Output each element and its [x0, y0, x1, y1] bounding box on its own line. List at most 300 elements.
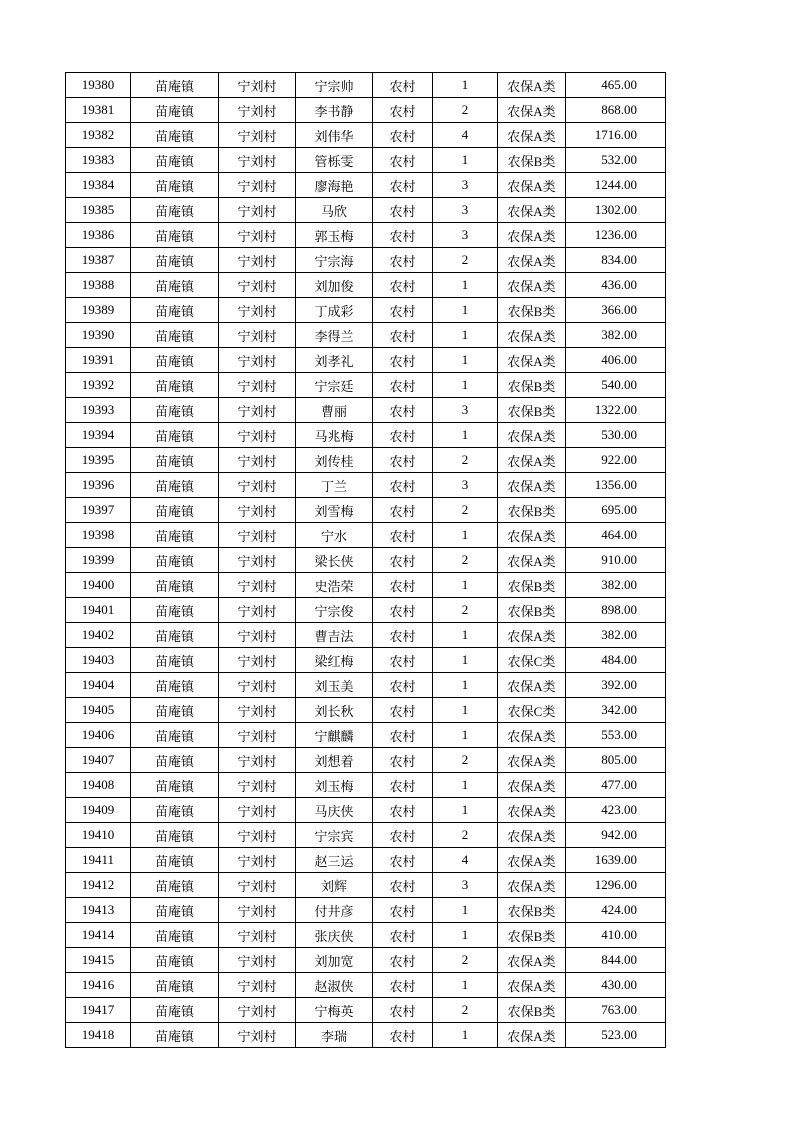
cell-village: 宁刘村 — [219, 373, 296, 398]
cell-id: 19387 — [66, 248, 131, 273]
cell-amount: 540.00 — [566, 373, 666, 398]
cell-town: 苗庵镇 — [131, 198, 219, 223]
cell-category: 农保A类 — [498, 798, 566, 823]
cell-village: 宁刘村 — [219, 948, 296, 973]
cell-town: 苗庵镇 — [131, 148, 219, 173]
cell-residence: 农村 — [373, 423, 433, 448]
table-row — [66, 523, 666, 548]
cell-town: 苗庵镇 — [131, 823, 219, 848]
cell-name: 宁宗俊 — [296, 598, 373, 623]
table-row — [66, 398, 666, 423]
table-row — [66, 248, 666, 273]
cell-village: 宁刘村 — [219, 998, 296, 1023]
cell-category: 农保A类 — [498, 523, 566, 548]
cell-id: 19381 — [66, 98, 131, 123]
cell-village: 宁刘村 — [219, 673, 296, 698]
cell-id: 19386 — [66, 223, 131, 248]
cell-count: 2 — [433, 248, 498, 273]
table-row — [66, 198, 666, 223]
cell-town: 苗庵镇 — [131, 723, 219, 748]
cell-name: 廖海艳 — [296, 173, 373, 198]
cell-residence: 农村 — [373, 548, 433, 573]
cell-id: 19403 — [66, 648, 131, 673]
cell-category: 农保A类 — [498, 448, 566, 473]
cell-residence: 农村 — [373, 598, 433, 623]
cell-category: 农保A类 — [498, 223, 566, 248]
table-row — [66, 773, 666, 798]
cell-id: 19385 — [66, 198, 131, 223]
cell-amount: 1356.00 — [566, 473, 666, 498]
cell-count: 2 — [433, 748, 498, 773]
cell-name: 刘辉 — [296, 873, 373, 898]
cell-id: 19397 — [66, 498, 131, 523]
cell-amount: 484.00 — [566, 648, 666, 673]
cell-amount: 922.00 — [566, 448, 666, 473]
cell-residence: 农村 — [373, 948, 433, 973]
cell-village: 宁刘村 — [219, 698, 296, 723]
cell-id: 19400 — [66, 573, 131, 598]
cell-name: 宁梅英 — [296, 998, 373, 1023]
cell-amount: 898.00 — [566, 598, 666, 623]
table-row — [66, 923, 666, 948]
table-row — [66, 448, 666, 473]
table-row — [66, 423, 666, 448]
cell-count: 3 — [433, 873, 498, 898]
cell-id: 19408 — [66, 773, 131, 798]
cell-residence: 农村 — [373, 398, 433, 423]
cell-category: 农保B类 — [498, 298, 566, 323]
cell-count: 4 — [433, 848, 498, 873]
cell-residence: 农村 — [373, 173, 433, 198]
cell-town: 苗庵镇 — [131, 423, 219, 448]
cell-amount: 1244.00 — [566, 173, 666, 198]
cell-id: 19415 — [66, 948, 131, 973]
cell-id: 19391 — [66, 348, 131, 373]
cell-category: 农保B类 — [498, 598, 566, 623]
cell-name: 刘想着 — [296, 748, 373, 773]
cell-village: 宁刘村 — [219, 498, 296, 523]
cell-village: 宁刘村 — [219, 573, 296, 598]
cell-residence: 农村 — [373, 373, 433, 398]
cell-category: 农保B类 — [498, 498, 566, 523]
cell-amount: 424.00 — [566, 898, 666, 923]
cell-town: 苗庵镇 — [131, 548, 219, 573]
cell-amount: 844.00 — [566, 948, 666, 973]
cell-category: 农保A类 — [498, 823, 566, 848]
cell-category: 农保A类 — [498, 873, 566, 898]
cell-name: 刘玉梅 — [296, 773, 373, 798]
cell-category: 农保B类 — [498, 148, 566, 173]
cell-count: 1 — [433, 673, 498, 698]
table-row — [66, 748, 666, 773]
cell-id: 19382 — [66, 123, 131, 148]
cell-name: 刘传桂 — [296, 448, 373, 473]
cell-category: 农保A类 — [498, 748, 566, 773]
cell-category: 农保A类 — [498, 348, 566, 373]
cell-id: 19417 — [66, 998, 131, 1023]
cell-count: 2 — [433, 498, 498, 523]
table-row — [66, 873, 666, 898]
cell-village: 宁刘村 — [219, 848, 296, 873]
table-row — [66, 673, 666, 698]
cell-residence: 农村 — [373, 123, 433, 148]
cell-category: 农保A类 — [498, 773, 566, 798]
cell-name: 刘长秋 — [296, 698, 373, 723]
cell-town: 苗庵镇 — [131, 673, 219, 698]
cell-category: 农保A类 — [498, 723, 566, 748]
cell-amount: 410.00 — [566, 923, 666, 948]
cell-town: 苗庵镇 — [131, 523, 219, 548]
cell-town: 苗庵镇 — [131, 223, 219, 248]
cell-village: 宁刘村 — [219, 173, 296, 198]
cell-category: 农保A类 — [498, 98, 566, 123]
cell-residence: 农村 — [373, 623, 433, 648]
cell-id: 19394 — [66, 423, 131, 448]
cell-id: 19395 — [66, 448, 131, 473]
cell-town: 苗庵镇 — [131, 773, 219, 798]
table-row — [66, 348, 666, 373]
table-row — [66, 598, 666, 623]
cell-name: 张庆侠 — [296, 923, 373, 948]
cell-village: 宁刘村 — [219, 798, 296, 823]
cell-category: 农保A类 — [498, 948, 566, 973]
cell-id: 19411 — [66, 848, 131, 873]
cell-name: 刘伟华 — [296, 123, 373, 148]
cell-amount: 834.00 — [566, 248, 666, 273]
cell-name: 宁宗海 — [296, 248, 373, 273]
cell-id: 19396 — [66, 473, 131, 498]
cell-village: 宁刘村 — [219, 223, 296, 248]
cell-id: 19412 — [66, 873, 131, 898]
cell-name: 付井彦 — [296, 898, 373, 923]
cell-amount: 430.00 — [566, 973, 666, 998]
cell-residence: 农村 — [373, 98, 433, 123]
cell-category: 农保A类 — [498, 673, 566, 698]
cell-town: 苗庵镇 — [131, 323, 219, 348]
cell-town: 苗庵镇 — [131, 623, 219, 648]
cell-town: 苗庵镇 — [131, 173, 219, 198]
cell-category: 农保B类 — [498, 573, 566, 598]
cell-id: 19407 — [66, 748, 131, 773]
cell-town: 苗庵镇 — [131, 398, 219, 423]
cell-village: 宁刘村 — [219, 448, 296, 473]
cell-amount: 1322.00 — [566, 398, 666, 423]
cell-residence: 农村 — [373, 473, 433, 498]
cell-count: 1 — [433, 73, 498, 98]
cell-name: 刘加宽 — [296, 948, 373, 973]
cell-amount: 805.00 — [566, 748, 666, 773]
table-row — [66, 323, 666, 348]
table-row — [66, 548, 666, 573]
cell-village: 宁刘村 — [219, 773, 296, 798]
table-row — [66, 973, 666, 998]
cell-town: 苗庵镇 — [131, 373, 219, 398]
cell-town: 苗庵镇 — [131, 123, 219, 148]
cell-residence: 农村 — [373, 198, 433, 223]
cell-village: 宁刘村 — [219, 248, 296, 273]
cell-village: 宁刘村 — [219, 323, 296, 348]
cell-amount: 553.00 — [566, 723, 666, 748]
cell-residence: 农村 — [373, 848, 433, 873]
cell-count: 1 — [433, 273, 498, 298]
cell-name: 宁宗宾 — [296, 823, 373, 848]
cell-category: 农保A类 — [498, 623, 566, 648]
cell-residence: 农村 — [373, 448, 433, 473]
cell-residence: 农村 — [373, 673, 433, 698]
cell-village: 宁刘村 — [219, 348, 296, 373]
cell-id: 19414 — [66, 923, 131, 948]
cell-village: 宁刘村 — [219, 598, 296, 623]
cell-village: 宁刘村 — [219, 898, 296, 923]
cell-category: 农保A类 — [498, 73, 566, 98]
cell-category: 农保C类 — [498, 648, 566, 673]
cell-count: 1 — [433, 348, 498, 373]
cell-amount: 382.00 — [566, 323, 666, 348]
cell-category: 农保A类 — [498, 973, 566, 998]
cell-town: 苗庵镇 — [131, 298, 219, 323]
cell-category: 农保A类 — [498, 323, 566, 348]
cell-village: 宁刘村 — [219, 273, 296, 298]
cell-residence: 农村 — [373, 148, 433, 173]
cell-town: 苗庵镇 — [131, 798, 219, 823]
cell-town: 苗庵镇 — [131, 923, 219, 948]
cell-amount: 464.00 — [566, 523, 666, 548]
cell-name: 宁麒麟 — [296, 723, 373, 748]
cell-category: 农保A类 — [498, 848, 566, 873]
table-row — [66, 498, 666, 523]
cell-id: 19402 — [66, 623, 131, 648]
cell-count: 3 — [433, 173, 498, 198]
cell-residence: 农村 — [373, 898, 433, 923]
cell-id: 19390 — [66, 323, 131, 348]
cell-name: 曹吉法 — [296, 623, 373, 648]
table-row — [66, 723, 666, 748]
cell-residence: 农村 — [373, 998, 433, 1023]
cell-id: 19405 — [66, 698, 131, 723]
cell-town: 苗庵镇 — [131, 873, 219, 898]
cell-residence: 农村 — [373, 573, 433, 598]
cell-id: 19388 — [66, 273, 131, 298]
cell-count: 3 — [433, 473, 498, 498]
cell-town: 苗庵镇 — [131, 898, 219, 923]
table-row — [66, 648, 666, 673]
cell-category: 农保A类 — [498, 1023, 566, 1048]
cell-village: 宁刘村 — [219, 198, 296, 223]
cell-town: 苗庵镇 — [131, 973, 219, 998]
cell-village: 宁刘村 — [219, 298, 296, 323]
cell-name: 李得兰 — [296, 323, 373, 348]
table-row — [66, 73, 666, 98]
table-row — [66, 1023, 666, 1048]
cell-amount: 530.00 — [566, 423, 666, 448]
table-row — [66, 173, 666, 198]
cell-count: 2 — [433, 98, 498, 123]
cell-town: 苗庵镇 — [131, 248, 219, 273]
cell-count: 2 — [433, 548, 498, 573]
table-row — [66, 273, 666, 298]
cell-count: 1 — [433, 623, 498, 648]
cell-town: 苗庵镇 — [131, 573, 219, 598]
cell-name: 赵三运 — [296, 848, 373, 873]
cell-amount: 1236.00 — [566, 223, 666, 248]
cell-village: 宁刘村 — [219, 423, 296, 448]
cell-residence: 农村 — [373, 348, 433, 373]
cell-amount: 1639.00 — [566, 848, 666, 873]
cell-town: 苗庵镇 — [131, 273, 219, 298]
cell-name: 郭玉梅 — [296, 223, 373, 248]
table-row — [66, 98, 666, 123]
cell-town: 苗庵镇 — [131, 448, 219, 473]
cell-name: 丁兰 — [296, 473, 373, 498]
cell-residence: 农村 — [373, 923, 433, 948]
cell-village: 宁刘村 — [219, 398, 296, 423]
cell-residence: 农村 — [373, 798, 433, 823]
cell-count: 1 — [433, 373, 498, 398]
cell-amount: 436.00 — [566, 273, 666, 298]
cell-count: 1 — [433, 723, 498, 748]
cell-amount: 868.00 — [566, 98, 666, 123]
cell-name: 马庆侠 — [296, 798, 373, 823]
cell-count: 1 — [433, 973, 498, 998]
cell-residence: 农村 — [373, 873, 433, 898]
cell-id: 19404 — [66, 673, 131, 698]
cell-count: 2 — [433, 948, 498, 973]
cell-name: 宁水 — [296, 523, 373, 548]
cell-count: 1 — [433, 298, 498, 323]
cell-town: 苗庵镇 — [131, 348, 219, 373]
table-row — [66, 298, 666, 323]
cell-village: 宁刘村 — [219, 923, 296, 948]
cell-id: 19410 — [66, 823, 131, 848]
cell-residence: 农村 — [373, 723, 433, 748]
cell-count: 3 — [433, 398, 498, 423]
cell-name: 管栎雯 — [296, 148, 373, 173]
cell-category: 农保A类 — [498, 248, 566, 273]
cell-name: 李瑞 — [296, 1023, 373, 1048]
cell-town: 苗庵镇 — [131, 98, 219, 123]
table-row — [66, 848, 666, 873]
table-row — [66, 223, 666, 248]
cell-amount: 1716.00 — [566, 123, 666, 148]
cell-amount: 342.00 — [566, 698, 666, 723]
cell-name: 梁红梅 — [296, 648, 373, 673]
cell-count: 1 — [433, 698, 498, 723]
cell-village: 宁刘村 — [219, 73, 296, 98]
table-row — [66, 623, 666, 648]
cell-id: 19393 — [66, 398, 131, 423]
cell-residence: 农村 — [373, 973, 433, 998]
cell-town: 苗庵镇 — [131, 948, 219, 973]
cell-count: 2 — [433, 448, 498, 473]
cell-town: 苗庵镇 — [131, 498, 219, 523]
cell-id: 19383 — [66, 148, 131, 173]
table-row — [66, 798, 666, 823]
table-row — [66, 473, 666, 498]
cell-count: 1 — [433, 923, 498, 948]
cell-amount: 695.00 — [566, 498, 666, 523]
cell-amount: 423.00 — [566, 798, 666, 823]
cell-id: 19389 — [66, 298, 131, 323]
benefits-table — [65, 72, 666, 1048]
cell-residence: 农村 — [373, 773, 433, 798]
table-row — [66, 573, 666, 598]
table-row — [66, 998, 666, 1023]
cell-count: 1 — [433, 898, 498, 923]
cell-residence: 农村 — [373, 248, 433, 273]
table-row — [66, 823, 666, 848]
cell-count: 1 — [433, 423, 498, 448]
cell-amount: 763.00 — [566, 998, 666, 1023]
cell-id: 19416 — [66, 973, 131, 998]
cell-name: 丁成彩 — [296, 298, 373, 323]
cell-id: 19399 — [66, 548, 131, 573]
cell-amount: 366.00 — [566, 298, 666, 323]
cell-category: 农保A类 — [498, 198, 566, 223]
cell-village: 宁刘村 — [219, 473, 296, 498]
cell-count: 1 — [433, 323, 498, 348]
cell-town: 苗庵镇 — [131, 73, 219, 98]
cell-count: 1 — [433, 798, 498, 823]
cell-village: 宁刘村 — [219, 823, 296, 848]
cell-town: 苗庵镇 — [131, 473, 219, 498]
cell-town: 苗庵镇 — [131, 598, 219, 623]
cell-name: 赵淑侠 — [296, 973, 373, 998]
cell-amount: 382.00 — [566, 573, 666, 598]
cell-village: 宁刘村 — [219, 548, 296, 573]
cell-name: 曹丽 — [296, 398, 373, 423]
cell-count: 1 — [433, 648, 498, 673]
cell-town: 苗庵镇 — [131, 698, 219, 723]
cell-amount: 532.00 — [566, 148, 666, 173]
cell-id: 19413 — [66, 898, 131, 923]
cell-amount: 942.00 — [566, 823, 666, 848]
cell-count: 4 — [433, 123, 498, 148]
cell-village: 宁刘村 — [219, 748, 296, 773]
table-row — [66, 948, 666, 973]
cell-village: 宁刘村 — [219, 873, 296, 898]
cell-residence: 农村 — [373, 748, 433, 773]
cell-category: 农保B类 — [498, 373, 566, 398]
cell-category: 农保A类 — [498, 123, 566, 148]
cell-name: 刘雪梅 — [296, 498, 373, 523]
cell-name: 马兆梅 — [296, 423, 373, 448]
cell-id: 19380 — [66, 73, 131, 98]
cell-amount: 392.00 — [566, 673, 666, 698]
cell-town: 苗庵镇 — [131, 848, 219, 873]
cell-village: 宁刘村 — [219, 148, 296, 173]
cell-category: 农保A类 — [498, 273, 566, 298]
cell-count: 1 — [433, 1023, 498, 1048]
cell-id: 19392 — [66, 373, 131, 398]
cell-village: 宁刘村 — [219, 123, 296, 148]
cell-name: 刘加俊 — [296, 273, 373, 298]
cell-name: 李书静 — [296, 98, 373, 123]
cell-amount: 1296.00 — [566, 873, 666, 898]
cell-amount: 477.00 — [566, 773, 666, 798]
cell-id: 19409 — [66, 798, 131, 823]
cell-town: 苗庵镇 — [131, 998, 219, 1023]
cell-residence: 农村 — [373, 223, 433, 248]
cell-name: 梁长侠 — [296, 548, 373, 573]
cell-residence: 农村 — [373, 273, 433, 298]
cell-id: 19401 — [66, 598, 131, 623]
cell-name: 刘玉美 — [296, 673, 373, 698]
cell-category: 农保A类 — [498, 173, 566, 198]
cell-count: 2 — [433, 598, 498, 623]
cell-category: 农保B类 — [498, 923, 566, 948]
cell-village: 宁刘村 — [219, 523, 296, 548]
cell-count: 2 — [433, 998, 498, 1023]
